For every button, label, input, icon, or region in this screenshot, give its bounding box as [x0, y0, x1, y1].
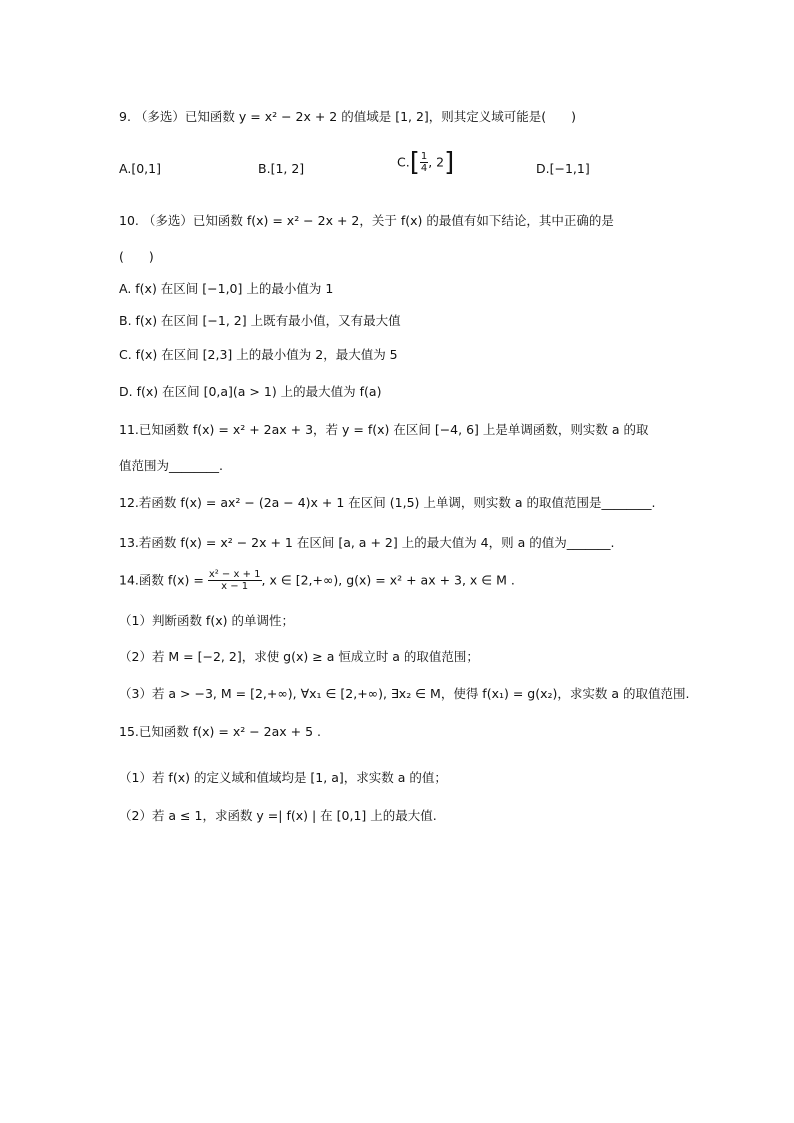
q10-option-a[interactable]: A. f(x) 在区间 [−1,0] 上的最小值为 1	[119, 281, 334, 296]
option-label: C.	[397, 154, 410, 170]
q14-stem	[119, 569, 515, 592]
q14-suffix: , x ∈ [2,+∞), g(x) = x² + ax + 3, x ∈ M .	[261, 572, 515, 588]
q14-part-1: （1）判断函数 f(x) 的单调性；	[119, 613, 294, 628]
fraction	[420, 151, 428, 174]
fraction-numerator: 1	[420, 151, 428, 162]
q12-text: 12.若函数 f(x) = ax² − (2a − 4)x + 1 在区间 (1,5) 上单调，则实数 a 的取值范围是________.	[119, 495, 656, 510]
option-value-rest: , 2	[428, 154, 445, 170]
q10-stem: 10. （多选）已知函数 f(x) = x² − 2x + 2，关于 f(x) 的最值有如下结论，其中正确的是	[119, 213, 614, 228]
q15-part-1: （1）若 f(x) 的定义域和值域均是 [1, a]，求实数 a 的值；	[119, 770, 447, 785]
option-label: D.	[536, 161, 550, 176]
q9-option-d[interactable]	[536, 161, 590, 177]
q14-prefix: 14.函数 f(x) =	[119, 572, 208, 588]
q14-part-3: （3）若 a > −3, M = [2,+∞), ∀x₁ ∈ [2,+∞), ∃x₂ ∈ M，使得 f(x₁) = g(x₂)，求实数 a 的取值范围.	[119, 686, 690, 701]
q15-stem: 15.已知函数 f(x) = x² − 2ax + 5 .	[119, 724, 321, 739]
q14-fraction	[208, 569, 262, 592]
option-label: A.	[119, 161, 132, 176]
option-value: [−1,1]	[549, 161, 590, 176]
q10-paren: ( )	[119, 249, 154, 264]
option-value: [0,1]	[131, 161, 161, 176]
q15-part-2: （2）若 a ≤ 1，求函数 y =| f(x) | 在 [0,1] 上的最大值.	[119, 808, 437, 823]
fraction-numerator: x² − x + 1	[208, 569, 261, 580]
right-bracket: ]	[444, 147, 455, 178]
q14-part-2: （2）若 M = [−2, 2]，求使 g(x) ≥ a 恒成立时 a 的取值范围；	[119, 649, 479, 664]
q10-option-c[interactable]: C. f(x) 在区间 [2,3] 上的最小值为 2，最大值为 5	[119, 347, 398, 362]
q9-stem: 9. （多选）已知函数 y = x² − 2x + 2 的值域是 [1, 2]，则其定义域可能是( )	[119, 109, 577, 124]
option-label: B.	[258, 161, 271, 176]
q11-line1: 11.已知函数 f(x) = x² + 2ax + 3，若 y = f(x) 在区间 [−4, 6] 上是单调函数，则实数 a 的取	[119, 422, 649, 437]
option-value: [1, 2]	[270, 161, 305, 176]
left-bracket: [	[409, 147, 420, 178]
q10-option-b[interactable]: B. f(x) 在区间 [−1, 2] 上既有最小值，又有最大值	[119, 313, 401, 328]
fraction-denominator: 4	[420, 163, 428, 174]
q10-option-d[interactable]: D. f(x) 在区间 [0,a](a > 1) 上的最大值为 f(a)	[119, 384, 382, 399]
q9-option-b[interactable]	[258, 161, 304, 177]
q9-option-c[interactable]	[397, 147, 455, 178]
q9-option-a[interactable]	[119, 161, 161, 177]
q11-line2: 值范围为________.	[119, 458, 223, 473]
q13-text: 13.若函数 f(x) = x² − 2x + 1 在区间 [a, a + 2] 上的最大值为 4，则 a 的值为_______.	[119, 535, 615, 550]
fraction-denominator: x − 1	[221, 581, 249, 592]
